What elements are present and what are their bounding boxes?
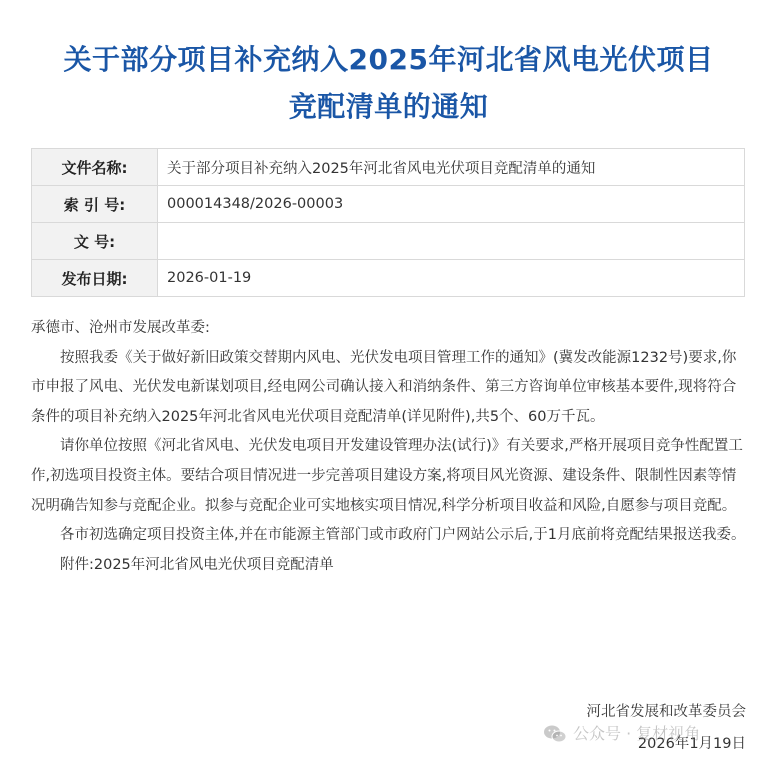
index-number-label: 索 引 号: [32,186,158,223]
document-number-label: 文 号: [32,223,158,260]
title-line-2: 竞配清单的通知 [288,90,489,123]
paragraph-3: 各市初选确定项目投资主体,并在市能源主管部门或市政府门户网站公示后,于1月底前将竞配结果报送我委。 [60,527,746,544]
document-number-value [158,223,745,260]
notice-body [31,314,747,580]
salutation: 承德市、沧州市发展改革委: [31,320,210,336]
page-title [10,36,767,130]
paragraph-2: 请你单位按照《河北省风电、光伏发电项目开发建设管理办法(试行)》有关要求,严格开展项目竞争性配置工作,初选项目投资主体。要结合项目情况进一步完善项目建设方案,将项目风光资源、建设条件、限制性因素等情况明确告知参与竞配企业。拟参与竞配企业可实地核实项目情况,科学分析项目收益和风险,自愿参与项目竞配。 [31,438,743,514]
file-name-label: 文件名称: [32,149,158,186]
title-line-1: 关于部分项目补充纳入2025年河北省风电光伏项目 [63,43,714,76]
table-row [32,186,745,223]
table-row [32,223,745,260]
file-name-value: 关于部分项目补充纳入2025年河北省风电光伏项目竞配清单的通知 [158,149,745,186]
index-number-value: 000014348/2026-00003 [158,186,745,223]
issuing-authority: 河北省发展和改革委员会 [586,704,746,720]
table-row [32,260,745,297]
wechat-icon [543,724,567,744]
publish-date-value: 2026-01-19 [158,260,745,297]
signature-date: 2026年1月19日 [637,736,746,752]
paragraph-1: 按照我委《关于做好新旧政策交替期内风电、光伏发电项目管理工作的通知》(冀发改能源1232号)要求,你市申报了风电、光伏发电新谋划项目,经电网公司确认接入和消纳条件、第三方咨询单位审核基本要件,现将符合条件的项目补充纳入2025年河北省风电光伏项目竞配清单(详见附件),共5个、60万千瓦。 [31,349,737,425]
document-info-table [31,148,745,297]
table-row [32,149,745,186]
attachment-line: 附件:2025年河北省风电光伏项目竞配清单 [60,556,334,573]
watermark-text: 公众号 · 复材视角 [573,724,701,743]
publish-date-label: 发布日期: [32,260,158,297]
watermark [543,721,700,747]
